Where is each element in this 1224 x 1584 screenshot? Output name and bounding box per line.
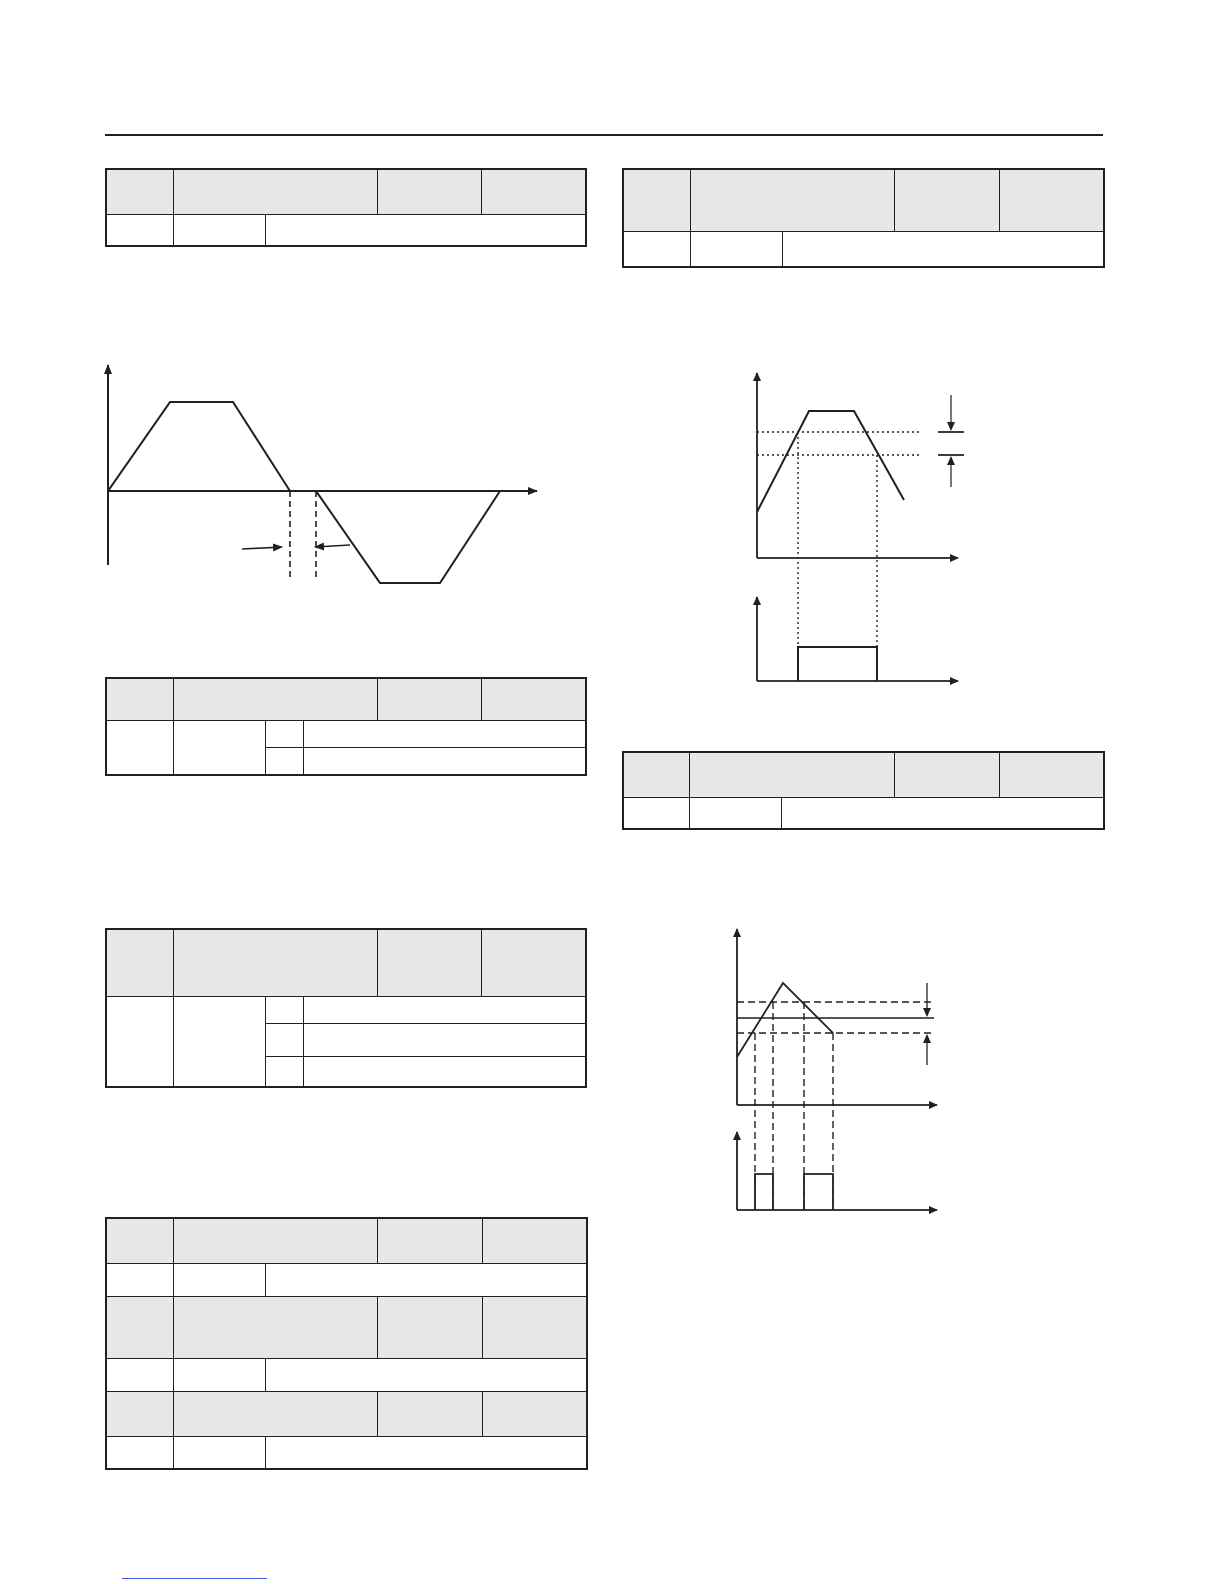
param-cell [106, 214, 173, 246]
param-table-3 [105, 928, 587, 1088]
param-default-header [377, 678, 481, 720]
param-change-header [481, 169, 586, 214]
dead-time-waveform-figure [90, 355, 550, 595]
param-cell [106, 720, 173, 775]
param-default-header [377, 929, 481, 996]
param-default-header [894, 752, 999, 797]
frequency-arrival-figure [722, 925, 952, 1220]
param-cell [689, 797, 781, 829]
param-cell [173, 1263, 265, 1296]
output-pulse-2 [804, 1174, 833, 1210]
param-name-header [690, 169, 894, 231]
param-code-header [106, 169, 173, 214]
param-cell [106, 996, 173, 1087]
param-code-header [623, 752, 689, 797]
param-name-header [173, 1296, 377, 1358]
frequency-trace [737, 983, 833, 1057]
param-name-header [173, 929, 377, 996]
param-name-header [173, 169, 377, 214]
option-desc-cell [303, 747, 586, 775]
param-cell [690, 231, 782, 267]
param-name-header [689, 752, 894, 797]
output-pulse [798, 647, 877, 681]
param-cell [173, 214, 265, 246]
param-cell [623, 231, 690, 267]
param-range-cell [265, 214, 586, 246]
param-change-header [999, 169, 1104, 231]
output-pulse-1 [755, 1174, 773, 1210]
param-range-cell [265, 1436, 587, 1469]
option-desc-cell [303, 1023, 586, 1056]
param-cell [173, 1436, 265, 1469]
param-table-5 [622, 168, 1105, 268]
footer-link-underline[interactable] [122, 1578, 267, 1579]
param-table-6 [622, 751, 1105, 830]
param-range-cell [782, 231, 1104, 267]
option-value-cell [265, 1023, 303, 1056]
param-table-4 [105, 1217, 588, 1470]
param-name-header [173, 1218, 377, 1263]
param-code-header [106, 929, 173, 996]
param-code-header [106, 1296, 173, 1358]
frequency-trace [757, 411, 904, 512]
param-default-header [894, 169, 999, 231]
param-default-header [377, 1218, 482, 1263]
param-table-1 [105, 168, 587, 247]
param-range-cell [265, 1263, 587, 1296]
param-cell [106, 1436, 173, 1469]
param-cell [106, 1263, 173, 1296]
param-default-header [377, 1296, 482, 1358]
param-change-header [481, 678, 586, 720]
param-cell [106, 1358, 173, 1391]
param-range-cell [781, 797, 1104, 829]
param-code-header [106, 1391, 173, 1436]
param-cell [173, 1358, 265, 1391]
frequency-detection-figure [740, 365, 980, 695]
dead-time-arrow-right [315, 545, 350, 547]
param-name-header [173, 678, 377, 720]
param-change-header [482, 1391, 587, 1436]
param-change-header [481, 929, 586, 996]
param-cell [173, 996, 265, 1087]
param-table-2 [105, 677, 587, 776]
option-value-cell [265, 720, 303, 747]
param-cell [623, 797, 689, 829]
param-cell [173, 720, 265, 775]
forward-run-trace [108, 402, 290, 491]
option-value-cell [265, 1056, 303, 1087]
param-change-header [482, 1218, 587, 1263]
param-range-cell [265, 1358, 587, 1391]
option-value-cell [265, 747, 303, 775]
param-code-header [106, 678, 173, 720]
option-desc-cell [303, 1056, 586, 1087]
reverse-run-trace [316, 491, 500, 583]
dead-time-arrow-left [242, 547, 282, 549]
option-desc-cell [303, 996, 586, 1023]
option-desc-cell [303, 720, 586, 747]
param-name-header [173, 1391, 377, 1436]
header-rule [105, 134, 1103, 136]
param-code-header [106, 1218, 173, 1263]
param-change-header [999, 752, 1104, 797]
param-default-header [377, 1391, 482, 1436]
param-code-header [623, 169, 690, 231]
param-default-header [377, 169, 481, 214]
option-value-cell [265, 996, 303, 1023]
param-change-header [482, 1296, 587, 1358]
